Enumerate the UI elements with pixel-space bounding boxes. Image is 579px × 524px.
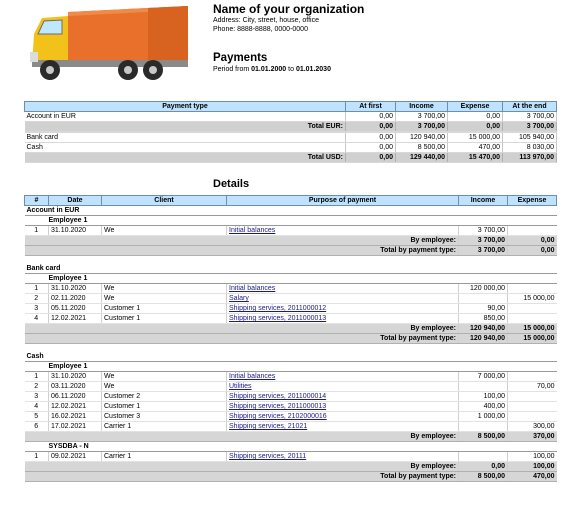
- summary-total-row: [25, 122, 557, 132]
- row-purpose-cell: [227, 422, 459, 432]
- row-date: 03.11.2020: [49, 382, 102, 392]
- report-header: [0, 0, 579, 95]
- row-purpose-cell: [227, 412, 459, 422]
- purpose-link[interactable]: Shipping services, 2011000014: [229, 393, 327, 400]
- summary-body: [25, 112, 557, 163]
- row-number: 6: [25, 422, 49, 432]
- table-row: [25, 294, 557, 304]
- row-purpose-cell: [227, 392, 459, 402]
- employee-group: [25, 362, 557, 372]
- row-client: We: [102, 284, 227, 294]
- summary-total-row: [25, 153, 557, 163]
- row-purpose-cell: [227, 314, 459, 324]
- expense-cell: 0,00: [448, 112, 503, 122]
- table-row: [25, 304, 557, 314]
- subtotal-label: By employee:: [25, 324, 459, 334]
- row-expense: 15 000,00: [508, 294, 557, 304]
- employee-group: [25, 274, 557, 284]
- subtotal-label: Total by payment type:: [25, 246, 459, 256]
- row-number: 1: [25, 372, 49, 382]
- row-client: We: [102, 372, 227, 382]
- row-expense: [508, 392, 557, 402]
- subtotal-income: 0,00: [459, 462, 508, 472]
- group-label: Account in EUR: [25, 206, 557, 216]
- at-first-cell: 0,00: [346, 133, 396, 143]
- row-client: Carrier 1: [102, 452, 227, 462]
- subtotal-row: [25, 236, 557, 246]
- payment-type-group: [25, 352, 557, 362]
- at-end-cell: 105 940,00: [503, 133, 557, 143]
- row-number: 4: [25, 314, 49, 324]
- row-income: 400,00: [459, 402, 508, 412]
- row-date: 05.11.2020: [49, 304, 102, 314]
- row-income: [459, 382, 508, 392]
- expense-cell: 0,00: [448, 122, 503, 132]
- purpose-link[interactable]: Initial balances: [229, 285, 276, 292]
- subtotal-income: 8 500,00: [459, 432, 508, 442]
- table-row: [25, 422, 557, 432]
- subtotal-row: [25, 324, 557, 334]
- period-from: 01.01.2000: [251, 66, 287, 73]
- col-income: Income: [396, 102, 448, 112]
- row-income: 100,00: [459, 392, 508, 402]
- subtotal-label: By employee:: [25, 432, 459, 442]
- col-client: Client: [102, 196, 227, 206]
- payment-type-cell: Bank card: [25, 133, 346, 143]
- subtotal-expense: 100,00: [508, 462, 557, 472]
- spacer-cell: [25, 256, 557, 264]
- purpose-link[interactable]: Initial balances: [229, 373, 276, 380]
- payment-type-cell: Total USD:: [25, 153, 346, 163]
- subtotal-income: 120 940,00: [459, 334, 508, 344]
- period-mid: to: [288, 66, 294, 73]
- at-end-cell: 3 700,00: [503, 122, 557, 132]
- subtotal-row: [25, 334, 557, 344]
- row-income: 90,00: [459, 304, 508, 314]
- row-expense: [508, 284, 557, 294]
- subtotal-row: [25, 432, 557, 442]
- at-end-cell: 8 030,00: [503, 143, 557, 153]
- row-expense: [508, 402, 557, 412]
- summary-row: [25, 112, 557, 122]
- subtotal-expense: 15 000,00: [508, 324, 557, 334]
- at-first-cell: 0,00: [346, 143, 396, 153]
- row-number: 1: [25, 452, 49, 462]
- subtotal-row: [25, 472, 557, 482]
- row-client: Customer 1: [102, 314, 227, 324]
- summary-table: [24, 101, 557, 163]
- subtotal-expense: 15 000,00: [508, 334, 557, 344]
- purpose-link[interactable]: Salary: [229, 295, 249, 302]
- row-income: [459, 452, 508, 462]
- row-purpose-cell: [227, 382, 459, 392]
- details-table: [24, 195, 557, 482]
- col-expense: Expense: [448, 102, 503, 112]
- row-client: Customer 1: [102, 304, 227, 314]
- org-address: Address: City, street, house, office: [213, 17, 319, 24]
- table-row: [25, 226, 557, 236]
- row-number: 1: [25, 284, 49, 294]
- org-phone: Phone: 8888-8888, 0000-0000: [213, 26, 308, 33]
- row-date: 12.02.2021: [49, 314, 102, 324]
- at-end-cell: 113 970,00: [503, 153, 557, 163]
- purpose-link[interactable]: Utilities: [229, 383, 252, 390]
- employee-label: Employee 1: [25, 216, 557, 226]
- subtotal-expense: 0,00: [508, 246, 557, 256]
- row-number: 2: [25, 382, 49, 392]
- row-date: 31.10.2020: [49, 284, 102, 294]
- row-number: 2: [25, 294, 49, 304]
- row-expense: [508, 412, 557, 422]
- row-expense: [508, 314, 557, 324]
- income-cell: 8 500,00: [396, 143, 448, 153]
- row-date: 17.02.2021: [49, 422, 102, 432]
- row-client: Customer 1: [102, 402, 227, 412]
- purpose-link[interactable]: Shipping services, 2011000013: [229, 315, 327, 322]
- employee-label: Employee 1: [25, 362, 557, 372]
- row-income: 3 700,00: [459, 226, 508, 236]
- subtotal-expense: 370,00: [508, 432, 557, 442]
- income-cell: 120 940,00: [396, 133, 448, 143]
- row-date: 06.11.2020: [49, 392, 102, 402]
- row-purpose-cell: [227, 226, 459, 236]
- period-line: [213, 66, 331, 73]
- row-number: 5: [25, 412, 49, 422]
- table-row: [25, 402, 557, 412]
- details-header: [25, 196, 557, 206]
- row-income: [459, 294, 508, 304]
- subtotal-income: 120 940,00: [459, 324, 508, 334]
- at-first-cell: 0,00: [346, 112, 396, 122]
- payment-type-cell: Total EUR:: [25, 122, 346, 132]
- row-income: 1 000,00: [459, 412, 508, 422]
- subtotal-income: 8 500,00: [459, 472, 508, 482]
- subtotal-income: 3 700,00: [459, 236, 508, 246]
- purpose-link[interactable]: Shipping services, 2011000012: [229, 305, 327, 312]
- col-details-expense: Expense: [508, 196, 557, 206]
- row-number: 3: [25, 304, 49, 314]
- row-income: 850,00: [459, 314, 508, 324]
- truck-icon: [28, 4, 193, 84]
- col-date: Date: [49, 196, 102, 206]
- summary-row: [25, 143, 557, 153]
- row-purpose-cell: [227, 294, 459, 304]
- subtotal-label: By employee:: [25, 236, 459, 246]
- subtotal-income: 3 700,00: [459, 246, 508, 256]
- at-end-cell: 3 700,00: [503, 112, 557, 122]
- row-expense: [508, 304, 557, 314]
- details-body: [25, 206, 557, 482]
- row-expense: [508, 372, 557, 382]
- row-number: 3: [25, 392, 49, 402]
- col-payment-type: Payment type: [25, 102, 346, 112]
- table-row: [25, 314, 557, 324]
- group-label: Cash: [25, 352, 557, 362]
- table-row: [25, 452, 557, 462]
- summary-row: [25, 133, 557, 143]
- col-purpose: Purpose of payment: [227, 196, 459, 206]
- subtotal-expense: 470,00: [508, 472, 557, 482]
- row-expense: [508, 226, 557, 236]
- employee-group: [25, 442, 557, 452]
- subtotal-label: Total by payment type:: [25, 334, 459, 344]
- employee-label: Employee 1: [25, 274, 557, 284]
- table-row: [25, 382, 557, 392]
- purpose-link[interactable]: Shipping services, 2011000013: [229, 403, 327, 410]
- col-number: #: [25, 196, 49, 206]
- table-row: [25, 372, 557, 382]
- row-purpose-cell: [227, 304, 459, 314]
- summary-header: [25, 102, 557, 112]
- row-date: 12.02.2021: [49, 402, 102, 412]
- row-client: Carrier 1: [102, 422, 227, 432]
- row-income: 7 000,00: [459, 372, 508, 382]
- col-at-first: At first: [346, 102, 396, 112]
- table-row: [25, 284, 557, 294]
- employee-group: [25, 216, 557, 226]
- details-spacer: [25, 256, 557, 264]
- row-purpose-cell: [227, 284, 459, 294]
- row-date: 09.02.2021: [49, 452, 102, 462]
- payment-type-group: [25, 264, 557, 274]
- table-row: [25, 392, 557, 402]
- row-date: 16.02.2021: [49, 412, 102, 422]
- purpose-link[interactable]: Shipping services, 2102000016: [229, 413, 327, 420]
- income-cell: 3 700,00: [396, 122, 448, 132]
- row-income: 120 000,00: [459, 284, 508, 294]
- subtotal-row: [25, 246, 557, 256]
- group-label: Bank card: [25, 264, 557, 274]
- subtotal-label: By employee:: [25, 462, 459, 472]
- row-date: 31.10.2020: [49, 226, 102, 236]
- row-date: 31.10.2020: [49, 372, 102, 382]
- row-number: 4: [25, 402, 49, 412]
- income-cell: 3 700,00: [396, 112, 448, 122]
- row-client: Customer 3: [102, 412, 227, 422]
- row-client: We: [102, 382, 227, 392]
- row-client: We: [102, 294, 227, 304]
- row-client: Customer 2: [102, 392, 227, 402]
- table-row: [25, 412, 557, 422]
- subtotal-label: Total by payment type:: [25, 472, 459, 482]
- col-details-income: Income: [459, 196, 508, 206]
- payment-type-cell: Cash: [25, 143, 346, 153]
- period-prefix: Period from: [213, 66, 250, 73]
- row-expense: 100,00: [508, 452, 557, 462]
- row-number: 1: [25, 226, 49, 236]
- employee-label: SYSDBA - N: [25, 442, 557, 452]
- row-purpose-cell: [227, 452, 459, 462]
- income-cell: 129 440,00: [396, 153, 448, 163]
- at-first-cell: 0,00: [346, 153, 396, 163]
- payment-type-cell: Account in EUR: [25, 112, 346, 122]
- expense-cell: 15 000,00: [448, 133, 503, 143]
- row-expense: 300,00: [508, 422, 557, 432]
- details-title: Details: [213, 178, 250, 190]
- expense-cell: 15 470,00: [448, 153, 503, 163]
- details-spacer: [25, 344, 557, 352]
- expense-cell: 470,00: [448, 143, 503, 153]
- row-expense: 70,00: [508, 382, 557, 392]
- row-client: We: [102, 226, 227, 236]
- at-first-cell: 0,00: [346, 122, 396, 132]
- purpose-link[interactable]: Shipping services, 20111: [229, 453, 307, 460]
- subtotal-expense: 0,00: [508, 236, 557, 246]
- report-title: Payments: [213, 52, 268, 64]
- row-purpose-cell: [227, 372, 459, 382]
- purpose-link[interactable]: Shipping services, 21021: [229, 423, 308, 430]
- subtotal-row: [25, 462, 557, 472]
- payment-type-group: [25, 206, 557, 216]
- org-name: Name of your organization: [213, 2, 365, 16]
- row-date: 02.11.2020: [49, 294, 102, 304]
- period-to: 01.01.2030: [295, 66, 331, 73]
- purpose-link[interactable]: Initial balances: [229, 227, 276, 234]
- row-income: [459, 422, 508, 432]
- col-at-end: At the end: [503, 102, 557, 112]
- row-purpose-cell: [227, 402, 459, 412]
- spacer-cell: [25, 344, 557, 352]
